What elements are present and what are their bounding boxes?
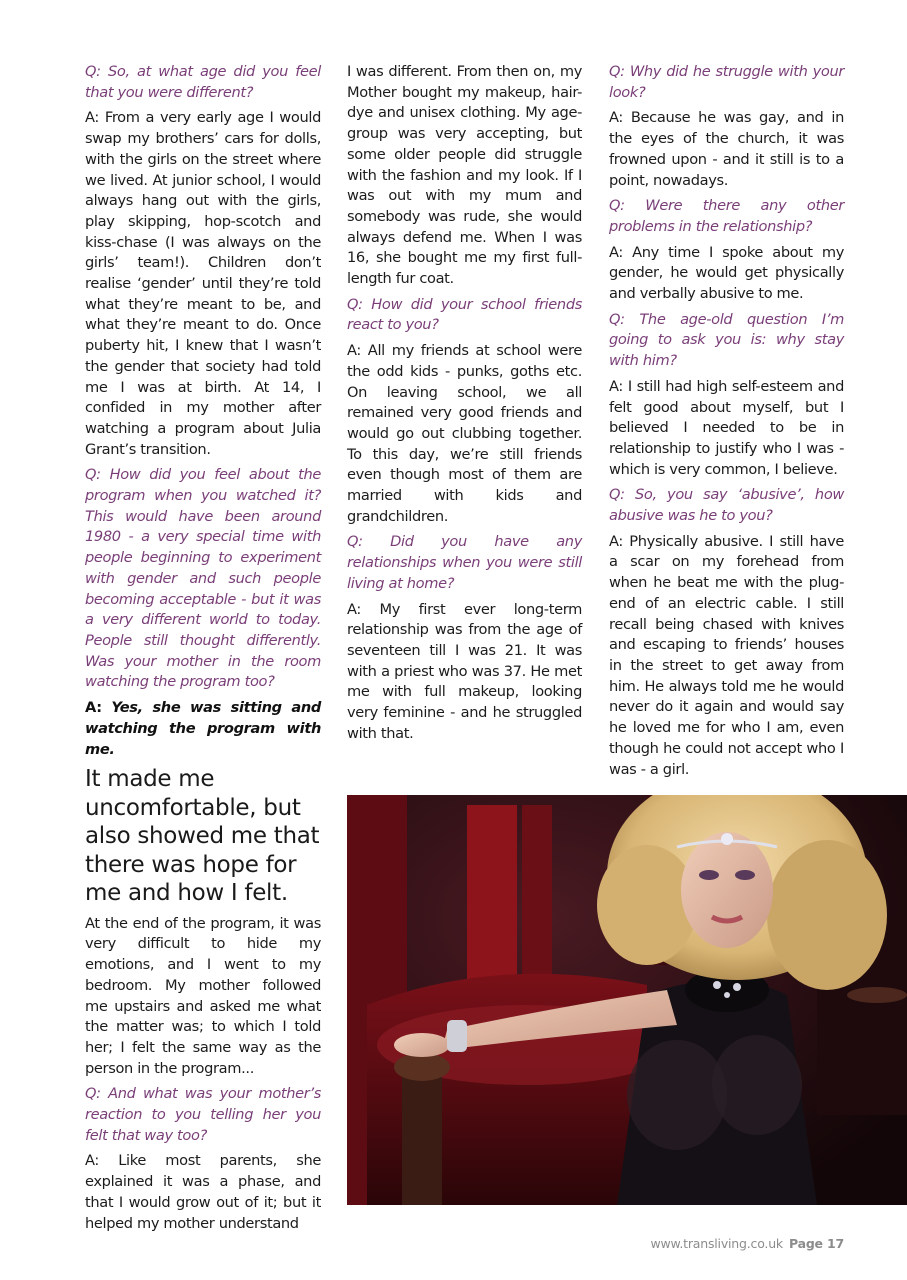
answer-text: A: Any time I spoke about my gender, he would get physically and verbally abusive to me.	[609, 243, 844, 303]
footer-url: www.transliving.co.uk	[650, 1236, 783, 1251]
question-text: Q: So, at what age did you feel that you were different?	[85, 63, 321, 101]
answer-text: I was different. From then on, my Mother bought my makeup, hair-dye and unisex clothing. My age-group was very accepting, but some older people did struggle with the fashion and my look. If I was out with my mum and somebody was rude, she would always defend me. When I was 16, she bought me my first full-length fur coat.	[347, 63, 582, 288]
column-1	[85, 62, 321, 1239]
answer-text: A: My first ever long-term relationship was from the age of seventeen till I was 21. It was with a priest who was 37. He met me with full makeup, looking very feminine - and he struggled with that.	[347, 600, 582, 742]
portrait-illustration	[347, 795, 907, 1205]
portrait-photo	[347, 795, 907, 1205]
answer-text: A: Because he was gay, and in the eyes of the church, it was frowned upon - and it still is to a point, nowadays.	[609, 109, 844, 189]
question-text: Q: Were there any other problems in the relationship?	[609, 197, 844, 235]
answer-text: A: From a very early age I would swap my brothers’ cars for dolls, with the girls on the street where we lived. At junior school, I would always hang out with the girls, play skipping, hop-scotch and kiss-chase (I was always on the girls’ team!). Children don’t realise ‘gender’ until they’re told what they’re meant to be, and what they’re meant to do. Once puberty hit, I knew that I wasn’t the gender that society had told me I was at birth. At 14, I confided in my mother after watching a program about Julia Grant’s transition.	[85, 109, 321, 458]
answer-bold	[85, 698, 321, 760]
question-text: Q: How did you feel about the program when you watched it? This would have been around 1980 - a very special time with people beginning to experiment with gender and such people becoming acceptable - but it was a very different world to today. People still thought differently. Was your mother in the room watching the program too?	[85, 466, 321, 691]
pull-quote: It made me uncomfortable, but also showed me that there was hope for me and how I felt.	[85, 766, 320, 907]
question-text: Q: Why did he struggle with your look?	[609, 63, 844, 101]
answer-text: At the end of the program, it was very difficult to hide my emotions, and I went to my bedroom. My mother followed me upstairs and asked me what the matter was; to which I told her; I felt the same way as the person in the program...	[85, 914, 321, 1077]
page-number: Page 17	[788, 1236, 844, 1251]
question-text: Q: The age-old question I’m going to ask you is: why stay with him?	[609, 310, 844, 370]
column-3	[609, 62, 844, 785]
question-text: Q: How did your school friends react to you?	[347, 295, 582, 334]
column-2	[347, 62, 582, 750]
answer-text: A: All my friends at school were the odd kids - punks, goths etc. On leaving school, we all remained very good friends and would go out clubbing together. To this day, we’re still friends even though most of them are married with kids and grandchildren.	[347, 342, 582, 525]
question-text: Q: Did you have any relationships when you were still living at home?	[347, 533, 582, 592]
answer-bold-text: Yes, she was sitting and watching the program with me.	[85, 699, 322, 758]
answer-label: A:	[85, 699, 102, 717]
page-footer	[650, 1236, 844, 1251]
question-text: Q: And what was your mother’s reaction to you telling her you felt that way too?	[85, 1085, 321, 1144]
answer-text: A: Like most parents, she explained it was a phase, and that I would grow out of it; but it helped my mother understand	[85, 1152, 321, 1232]
answer-text: A: Physically abusive. I still have a scar on my forehead from when he beat me with the plug-end of an electric cable. I still recall being chased with knives and escaping to friends’ houses in the street to get away from him. He always told me he would never do it again and would say he loved me for who I am, even though he could not accept who I was - a girl.	[609, 532, 844, 778]
question-text: Q: So, you say ‘abusive’, how abusive was he to you?	[609, 486, 844, 525]
answer-text: A: I still had high self-esteem and felt good about myself, but I believed I needed to be in relationship to justify who I was - which is very common, I believe.	[609, 377, 844, 478]
